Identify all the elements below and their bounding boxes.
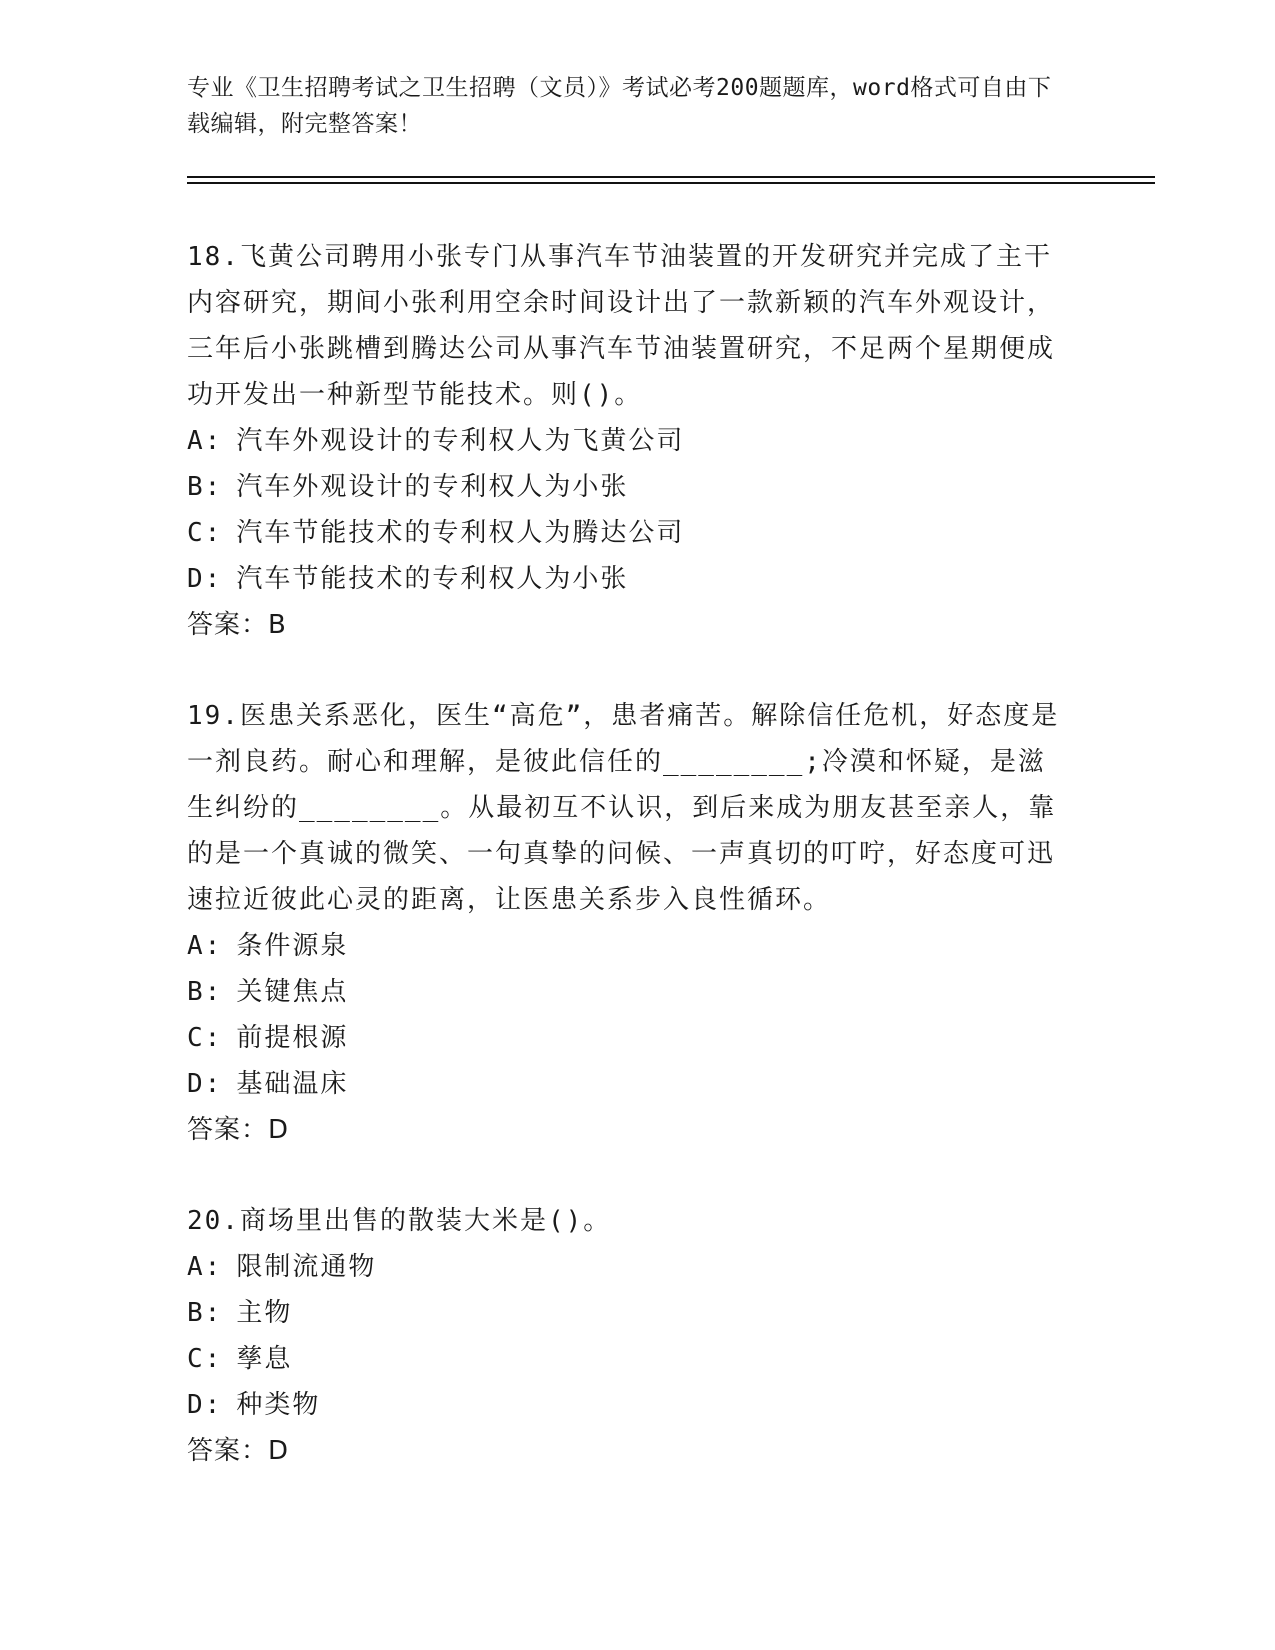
option-label: B: xyxy=(187,472,223,502)
option-text: 前提根源 xyxy=(236,1023,349,1053)
option-d xyxy=(187,1382,1087,1428)
option-c xyxy=(187,1015,1087,1061)
header-divider-bottom xyxy=(187,182,1155,184)
answer: 答案：D xyxy=(187,1115,290,1145)
question-20 xyxy=(187,1198,1087,1474)
option-label: C: xyxy=(187,1344,223,1374)
option-label: B: xyxy=(187,977,223,1007)
document-header: 专业《卫生招聘考试之卫生招聘（文员）》考试必考200题题库，word格式可自由下载编辑，附完整答案！ xyxy=(187,75,1052,137)
option-text: 主物 xyxy=(236,1298,293,1328)
option-b xyxy=(187,464,1087,510)
option-label: B: xyxy=(187,1298,223,1328)
question-stem: 20.商场里出售的散装大米是()。 xyxy=(187,1206,612,1236)
option-c xyxy=(187,1336,1087,1382)
question-18 xyxy=(187,234,1087,648)
option-text: 种类物 xyxy=(236,1390,321,1420)
option-a xyxy=(187,923,1087,969)
option-b xyxy=(187,969,1087,1015)
option-label: A: xyxy=(187,931,223,961)
option-text: 基础温床 xyxy=(236,1069,349,1099)
answer: 答案：D xyxy=(187,1436,290,1466)
option-label: D: xyxy=(187,1390,223,1420)
option-d xyxy=(187,1061,1087,1107)
question-stem: 19.医患关系恶化，医生“高危”，患者痛苦。解除信任危机，好态度是一剂良药。耐心和理解，是彼此信任的________;冷漠和怀疑，是滋生纠纷的________。从最初互不认识，到后来成为朋友甚至亲人，靠的是一个真诚的微笑、一句真挚的问候、一声真切的叮咛，好态度可迅速拉近彼此心灵的距离，让医患关系步入良性循环。 xyxy=(187,701,1060,915)
option-text: 汽车节能技术的专利权人为小张 xyxy=(236,564,629,594)
answer: 答案：B xyxy=(187,610,287,640)
option-text: 条件源泉 xyxy=(236,931,349,961)
option-b xyxy=(187,1290,1087,1336)
question-list xyxy=(187,234,1087,1519)
option-label: A: xyxy=(187,426,223,456)
option-text: 汽车节能技术的专利权人为腾达公司 xyxy=(236,518,685,548)
option-label: D: xyxy=(187,1069,223,1099)
option-d xyxy=(187,556,1087,602)
option-c xyxy=(187,510,1087,556)
option-text: 关键焦点 xyxy=(236,977,349,1007)
option-a xyxy=(187,1244,1087,1290)
option-label: A: xyxy=(187,1252,223,1282)
option-label: C: xyxy=(187,518,223,548)
option-label: D: xyxy=(187,564,223,594)
header-divider-top xyxy=(187,176,1155,178)
option-text: 限制流通物 xyxy=(236,1252,377,1282)
question-stem: 18.飞黄公司聘用小张专门从事汽车节油装置的开发研究并完成了主干内容研究，期间小张利用空余时间设计出了一款新颖的汽车外观设计，三年后小张跳槽到腾达公司从事汽车节油装置研究，不足两个星期便成功开发出一种新型节能技术。则()。 xyxy=(187,242,1056,410)
option-label: C: xyxy=(187,1023,223,1053)
option-text: 孳息 xyxy=(236,1344,293,1374)
option-a xyxy=(187,418,1087,464)
option-text: 汽车外观设计的专利权人为飞黄公司 xyxy=(236,426,685,456)
option-text: 汽车外观设计的专利权人为小张 xyxy=(236,472,629,502)
question-19 xyxy=(187,693,1087,1153)
